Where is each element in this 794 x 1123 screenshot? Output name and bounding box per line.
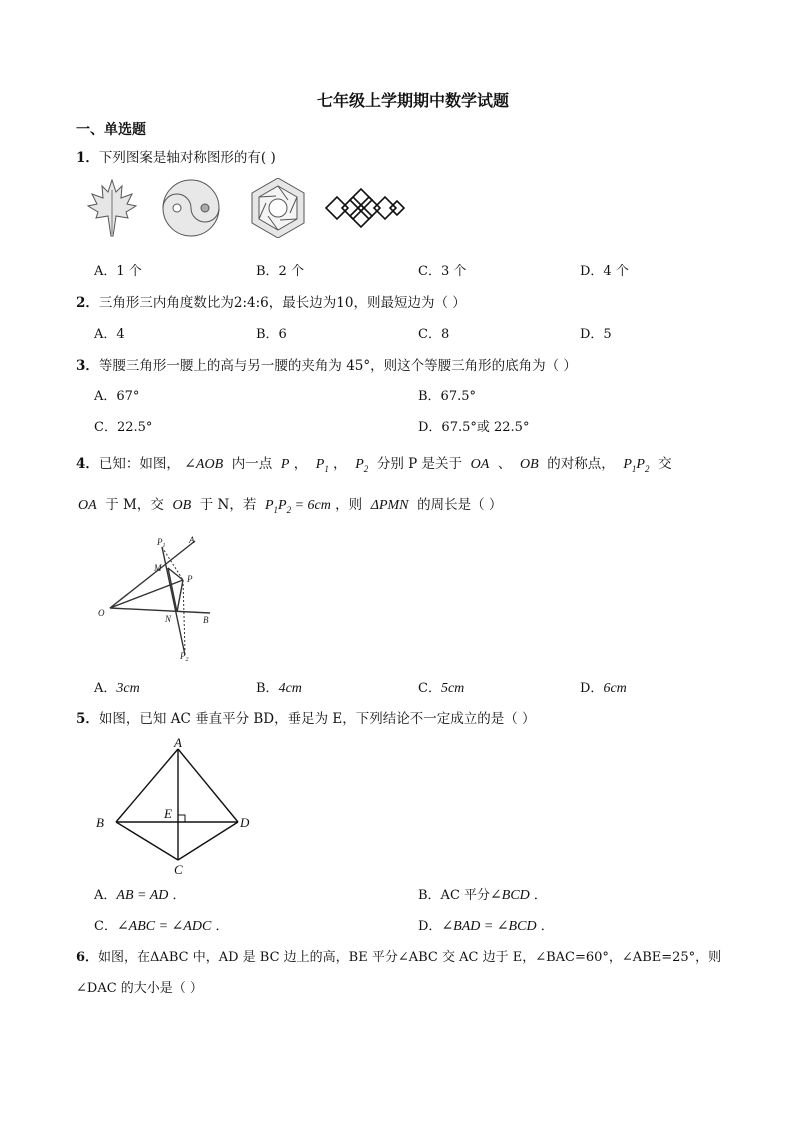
option-value: 5cm xyxy=(440,681,465,696)
segment-pn xyxy=(177,580,183,612)
eq-letter: P xyxy=(278,498,287,513)
option-value: 4cm xyxy=(278,681,302,696)
equation-p1p2 xyxy=(265,498,331,513)
angle-aob: ∠AOB xyxy=(184,457,224,472)
option-d[interactable] xyxy=(418,915,554,935)
line-ob: OB xyxy=(520,457,539,472)
label-p1 xyxy=(156,537,166,549)
eq-sub: 1 xyxy=(273,504,279,515)
option-prefix: C． xyxy=(418,681,441,696)
page-title: 七年级上学期期中数学试题 xyxy=(316,91,509,110)
text: 已知：如图， xyxy=(98,456,180,472)
option-a[interactable] xyxy=(94,677,140,697)
text: 、 xyxy=(497,456,512,472)
option-math: ∠BCD xyxy=(490,888,530,903)
option-b[interactable] xyxy=(256,677,302,697)
label-p2-sub: 2 xyxy=(185,657,189,662)
option-b[interactable]: B．6 xyxy=(256,327,287,342)
eq-value: = 6cm xyxy=(291,498,331,513)
label-p1-sub: 1 xyxy=(162,543,166,549)
option-end: ． xyxy=(215,919,229,934)
text: 内一点 xyxy=(231,456,273,472)
option-end: ． xyxy=(540,919,554,934)
label-m: M xyxy=(154,563,162,573)
option-c[interactable] xyxy=(94,915,228,935)
label-p1-letter: P xyxy=(157,537,163,547)
option-prefix: A． xyxy=(94,681,117,696)
line-oa: OA xyxy=(78,498,97,513)
option-prefix: A． xyxy=(94,888,117,903)
option-d[interactable]: D．4 个 xyxy=(580,264,629,279)
question-number: 5． xyxy=(76,711,99,727)
text: ，则 xyxy=(335,497,363,513)
label-b: B xyxy=(203,615,209,625)
text: 分别 P 是关于 xyxy=(376,456,463,472)
option-d[interactable] xyxy=(580,677,627,697)
question-4-line-2 xyxy=(78,493,502,515)
label-b: B xyxy=(96,815,104,830)
question-6 xyxy=(76,946,721,965)
label-d: D xyxy=(240,815,250,830)
question-2 xyxy=(76,291,466,311)
option-b[interactable] xyxy=(418,884,547,904)
right-angle-mark xyxy=(178,815,185,822)
label-a: A xyxy=(174,735,182,750)
segment-p1p2 xyxy=(623,457,649,472)
q1-figures xyxy=(80,178,410,238)
segment-p1p2 xyxy=(162,547,185,655)
option-a[interactable]: A．1 个 xyxy=(94,264,142,279)
text: 于 N，若 xyxy=(199,497,257,513)
dashed-pp2 xyxy=(183,580,185,652)
eq-sub: 2 xyxy=(286,504,292,515)
point-p1-sub: 1 xyxy=(324,463,329,474)
segment-letter: P xyxy=(623,457,632,472)
option-prefix: B．AC 平分 xyxy=(418,888,491,903)
label-o: O xyxy=(98,608,105,618)
point-p2 xyxy=(355,457,368,472)
option-value: 6cm xyxy=(603,681,627,696)
q4-figure xyxy=(92,530,222,662)
label-n: N xyxy=(165,614,172,624)
yin-yang-icon xyxy=(163,180,219,236)
question-number: 6． xyxy=(76,950,99,965)
label-e: E xyxy=(164,806,172,821)
segment-sub: 1 xyxy=(631,463,637,474)
option-math: ∠ABC = ∠ADC xyxy=(116,919,212,934)
text: 的对称点， xyxy=(547,456,615,472)
triangle-pmn: ΔPMN xyxy=(370,498,409,513)
option-a[interactable]: A．67° xyxy=(94,389,140,404)
option-a[interactable]: A．4 xyxy=(94,327,125,342)
section-heading: 一、单选题 xyxy=(76,122,146,138)
question-1 xyxy=(76,146,276,166)
line-ob: OB xyxy=(172,498,192,513)
option-a[interactable] xyxy=(94,884,186,904)
question-4: 4．已知：如图， ∠AOB 内一点 P ， $P_1$ ， $P_2$ 分别 P 是关于 OA 、 OB 的对称点， $P_1P_2$ 交 xyxy=(76,456,672,474)
option-prefix: D． xyxy=(580,681,604,696)
label-a: A xyxy=(189,535,195,545)
ray-ob xyxy=(110,608,210,613)
question-number: 2． xyxy=(76,295,99,311)
option-value: 3cm xyxy=(116,681,140,696)
option-d[interactable]: D．67.5°或 22.5° xyxy=(418,420,530,435)
option-end: ． xyxy=(172,888,186,903)
eq-letter: P xyxy=(264,498,274,513)
option-end: ． xyxy=(533,888,547,903)
segment-letter: P xyxy=(636,457,645,472)
option-c[interactable]: C．8 xyxy=(418,327,450,342)
option-b[interactable]: B．67.5° xyxy=(418,389,476,404)
point-p2-letter: P xyxy=(355,457,364,472)
option-b[interactable]: B．2 个 xyxy=(256,264,304,279)
question-text: 下列图案是轴对称图形的有( ) xyxy=(98,150,276,166)
option-prefix: D． xyxy=(418,919,442,934)
text: 的周长是（ ） xyxy=(417,497,503,513)
hexagon-pinwheel-icon xyxy=(252,178,304,238)
option-prefix: C． xyxy=(94,919,117,934)
text: 于 M，交 xyxy=(105,497,164,513)
question-6-line-2: ∠DAC 的大小是（ ） xyxy=(76,981,203,996)
q5-figure xyxy=(92,734,262,876)
label-p: P xyxy=(187,574,193,584)
question-text: 如图，已知 AC 垂直平分 BD，垂足为 E，下列结论不一定成立的是（ ） xyxy=(98,711,536,727)
option-d[interactable]: D．5 xyxy=(580,327,612,342)
segment-dc xyxy=(178,822,238,860)
point-p1-letter: P xyxy=(315,457,325,472)
segment-ad xyxy=(178,749,238,822)
option-math: ∠BAD = ∠BCD xyxy=(441,919,537,934)
point-p: P xyxy=(280,457,290,472)
label-p2 xyxy=(179,651,189,662)
segment-sub: 2 xyxy=(644,463,650,474)
maple-leaf-icon xyxy=(88,180,136,236)
question-text: 三角形三内角度数比为2:4:6，最长边为10，则最短边为（ ） xyxy=(98,295,466,311)
option-c[interactable]: C．3 个 xyxy=(418,264,467,279)
point-p2-sub: 2 xyxy=(363,463,369,474)
question-text: 如图，在ΔABC 中，AD 是 BC 边上的高，BE 平分∠ABC 交 AC 边于 E，∠BAC=60°，∠ABE=25°，则 xyxy=(98,950,722,965)
question-number: 1． xyxy=(76,150,99,166)
label-c: C xyxy=(174,862,183,876)
question-text: 等腰三角形一腰上的高与另一腰的夹角为 45°，则这个等腰三角形的底角为（ ） xyxy=(98,358,577,374)
ray-oa xyxy=(110,541,195,608)
label-p2-letter: P xyxy=(180,651,186,661)
line-oa: OA xyxy=(470,457,490,472)
question-number: 3． xyxy=(76,358,99,374)
option-prefix: B． xyxy=(256,681,279,696)
segment-bc xyxy=(116,822,178,860)
option-c[interactable] xyxy=(418,677,464,697)
question-number: 4． xyxy=(76,456,99,472)
option-math: AB = AD xyxy=(116,888,169,903)
question-5 xyxy=(76,707,536,727)
option-c[interactable]: C．22.5° xyxy=(94,420,153,435)
text: 交 xyxy=(658,456,672,472)
knot-pattern-icon xyxy=(326,189,404,227)
point-p1 xyxy=(316,457,329,472)
question-3 xyxy=(76,354,577,374)
